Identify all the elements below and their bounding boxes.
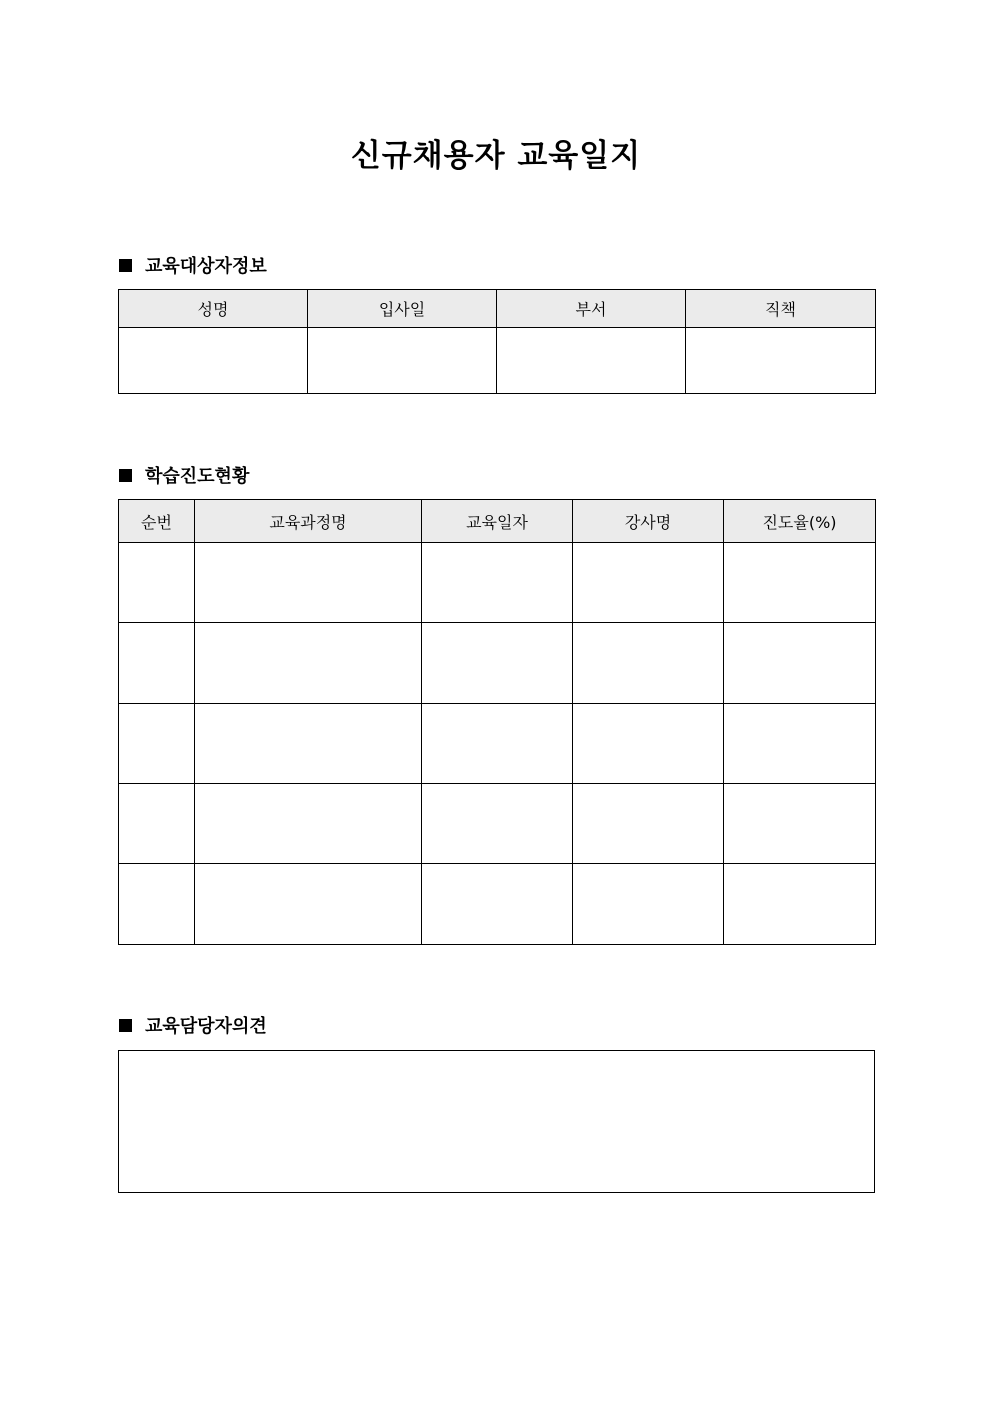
progress-rate-cell[interactable] bbox=[724, 543, 876, 623]
column-header-hire-date: 입사일 bbox=[308, 290, 497, 328]
training-date-cell[interactable] bbox=[422, 704, 573, 784]
course-name-cell[interactable] bbox=[195, 864, 422, 945]
training-date-cell[interactable] bbox=[422, 864, 573, 945]
training-date-cell[interactable] bbox=[422, 543, 573, 623]
sequence-cell[interactable] bbox=[119, 864, 195, 945]
table-row bbox=[119, 864, 876, 945]
name-field[interactable] bbox=[119, 328, 308, 394]
trainee-info-header-row bbox=[119, 290, 876, 328]
column-header-progress-rate: 진도율(%) bbox=[724, 500, 876, 543]
sequence-cell[interactable] bbox=[119, 784, 195, 864]
page-title: 신규채용자 교육일지 bbox=[350, 138, 642, 174]
progress-header-row bbox=[119, 500, 876, 543]
opinion-heading bbox=[119, 1012, 267, 1038]
instructor-cell[interactable] bbox=[573, 784, 724, 864]
instructor-cell[interactable] bbox=[573, 543, 724, 623]
progress-rate-cell[interactable] bbox=[724, 623, 876, 704]
square-bullet-icon bbox=[119, 259, 132, 272]
column-header-position: 직책 bbox=[686, 290, 876, 328]
column-header-instructor: 강사명 bbox=[573, 500, 724, 543]
instructor-cell[interactable] bbox=[573, 704, 724, 784]
instructor-cell[interactable] bbox=[573, 623, 724, 704]
sequence-cell[interactable] bbox=[119, 543, 195, 623]
trainee-info-heading-label: 교육대상자정보 bbox=[145, 256, 267, 277]
course-name-cell[interactable] bbox=[195, 784, 422, 864]
square-bullet-icon bbox=[119, 1019, 132, 1032]
trainee-info-value-row bbox=[119, 328, 876, 394]
course-name-cell[interactable] bbox=[195, 704, 422, 784]
progress-rate-cell[interactable] bbox=[724, 704, 876, 784]
training-date-cell[interactable] bbox=[422, 784, 573, 864]
table-row bbox=[119, 784, 876, 864]
column-header-training-date: 교육일자 bbox=[422, 500, 573, 543]
progress-rate-cell[interactable] bbox=[724, 784, 876, 864]
trainee-info-heading bbox=[119, 252, 267, 278]
table-row bbox=[119, 543, 876, 623]
column-header-sequence: 순번 bbox=[119, 500, 195, 543]
table-row bbox=[119, 623, 876, 704]
opinion-heading-label: 교육담당자의견 bbox=[145, 1016, 267, 1037]
table-row bbox=[119, 704, 876, 784]
progress-table bbox=[118, 499, 876, 945]
square-bullet-icon bbox=[119, 469, 132, 482]
column-header-course-name: 교육과정명 bbox=[195, 500, 422, 543]
progress-rate-cell[interactable] bbox=[724, 864, 876, 945]
course-name-cell[interactable] bbox=[195, 623, 422, 704]
hire-date-field[interactable] bbox=[308, 328, 497, 394]
training-date-cell[interactable] bbox=[422, 623, 573, 704]
trainee-info-table bbox=[118, 289, 876, 394]
course-name-cell[interactable] bbox=[195, 543, 422, 623]
progress-heading-label: 학습진도현황 bbox=[145, 466, 250, 487]
position-field[interactable] bbox=[686, 328, 876, 394]
progress-heading bbox=[119, 462, 249, 488]
opinion-field[interactable] bbox=[118, 1050, 875, 1193]
column-header-name: 성명 bbox=[119, 290, 308, 328]
column-header-department: 부서 bbox=[497, 290, 686, 328]
sequence-cell[interactable] bbox=[119, 704, 195, 784]
department-field[interactable] bbox=[497, 328, 686, 394]
sequence-cell[interactable] bbox=[119, 623, 195, 704]
instructor-cell[interactable] bbox=[573, 864, 724, 945]
